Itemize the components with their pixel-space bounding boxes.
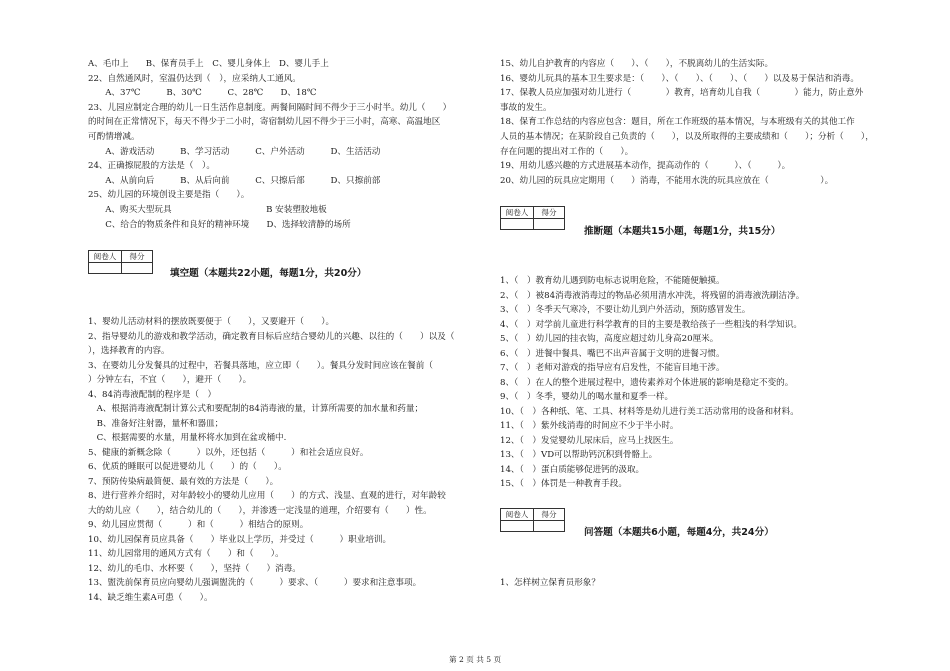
question-line: 14、缺乏维生素A可患（ ）。 [88, 592, 213, 603]
question-line: 14、（ ）蛋白质能够促进钙的汲取。 [500, 464, 645, 475]
question-line: 存在问题的提出对工作的（ ）。 [500, 146, 634, 157]
question-line: 19、用幼儿感兴趣的方式进展基本动作，提高动作的（ ）、（ ）。 [500, 161, 791, 172]
question-line: B、准备好注射器，量杯和器皿； [88, 418, 224, 429]
question-line: 3、在婴幼儿分发餐具的过程中，若餐具落地，应立即（ ）。餐具分发时间应该在餐前（ [88, 360, 442, 371]
question-line: 25、幼儿园的环境创设主要是指（ ）。 [88, 190, 250, 201]
question-line: 事故的发生。 [500, 102, 552, 113]
question-line: 23、儿园应制定合理的幼儿一日生活作息制度。两餐间隔时间不得少于三小时半。幼儿（ ） [88, 102, 452, 113]
question-line: A、游戏活动 B、学习活动 C、户外活动 D、生活活动 [88, 146, 381, 157]
question-line: C、根据需要的水量，用量杯将水加到在盆或桶中. [88, 433, 287, 443]
question-line: 2、指导婴幼儿的游戏和教学活动，确定教育目标后应结合婴幼儿的兴趣、以往的（ ）以及（ [88, 331, 455, 342]
question-line: 17、保教人员应加强对幼儿进行（ ）教育，培育幼儿自我（ ）能力，防止意外 [500, 88, 864, 99]
question-line: 6、优质的睡眠可以促进婴幼儿（ ）的（ ）。 [88, 462, 287, 472]
section-title-essay: 问答题（本题共6小题，每题4分，共24分） [584, 527, 774, 538]
question-line: 10、（ ）各种纸、笔、工具、材料等是幼儿进行美工活动常用的设备和材料。 [500, 406, 799, 417]
question-line: 15、（ ）体罚是一种教育手段。 [500, 479, 627, 489]
score-cell [534, 521, 565, 532]
question-line: A、根据消毒液配制计算公式和要配制的84消毒液的量，计算所需要的加水量和药量； [88, 404, 424, 414]
score-label: 得分 [534, 509, 565, 521]
question-line: 11、幼儿园常用的通风方式有（ ）和（ ）。 [88, 549, 284, 559]
question-line: 5、健康的新概念除（ ）以外，还包括（ ）和社会适应良好。 [88, 447, 369, 458]
question-line: 大的幼儿应（ ），结合幼儿的（ ），并渗透一定浅显的道理，介绍要有（ ）性。 [88, 505, 432, 516]
section-title-fill-blank: 填空题（本题共22小题，每题1分，共20分） [170, 268, 367, 279]
question-line: 18、保育工作总结的内容应包含：题目，所在工作班级的基本情况，与本班级有关的其他工作 [500, 117, 855, 128]
question-line: 5、（ ）幼儿园的挂衣钩，高度应超过幼儿身高20厘米。 [500, 334, 719, 344]
question-line: 7、预防传染病最简便、最有效的方法是（ ）。 [88, 476, 279, 487]
question-line: 7、（ ）老师对游戏的指导应有启发性，不能盲目地干涉。 [500, 363, 725, 373]
question-line: 10、幼儿园保育员应具备（ ）毕业以上学历，并受过（ ）职业培训。 [88, 534, 392, 545]
question-line: 的时间在正常情况下，每天不得少于二小时，寄宿制幼儿园不得少于三小时，高寒、高温地区 [88, 117, 441, 128]
question-line: 2、（ ）被84消毒液消毒过的物品必须用清水冲洗，将残留的消毒液洗刷洁净。 [500, 290, 805, 301]
score-label: 得分 [534, 207, 565, 219]
question-line: 24、正确擦屁股的方法是（ ）。 [88, 161, 215, 172]
question-line: ）分钟左右，不宜（ ），避开（ ）。 [88, 375, 252, 385]
question-line: 8、进行营养介绍时，对年龄较小的婴幼儿应用（ ）的方式、浅显、直观的进行，对年龄较 [88, 491, 446, 501]
score-cell [534, 219, 565, 230]
question-line: 12、幼儿的毛巾、水杯要（ ），坚持（ ）消毒。 [88, 563, 301, 574]
reviewer-label: 阅卷人 [501, 207, 534, 219]
reviewer-label: 阅卷人 [89, 251, 122, 263]
reviewer-label: 阅卷人 [501, 509, 534, 521]
question-line: 4、（ ）对学前儿童进行科学教育的目的主要是教给孩子一些粗浅的科学知识。 [500, 319, 802, 330]
question-line: 9、幼儿园应贯彻（ ）和（ ）相结合的原则。 [88, 520, 309, 530]
question-line: 1、（ ）教育幼儿遇到防电标志说明危险，不能随便触摸。 [500, 276, 725, 286]
reviewer-cell [89, 263, 122, 274]
question-line: 13、盥洗前保育员应向婴幼儿强调盥洗的（ ）要求、（ ）要求和注意事项。 [88, 578, 422, 588]
question-line: 16、婴幼儿玩具的基本卫生要求是：（ ）、（ ）、（ ）、（ ）以及易于保洁和消毒。 [500, 73, 859, 84]
score-cell [122, 263, 153, 274]
question-line: 11、（ ）紫外线消毒的时间应不少于半小时。 [500, 421, 679, 431]
score-label: 得分 [122, 251, 153, 263]
score-box [500, 508, 565, 532]
score-box [500, 206, 565, 230]
reviewer-cell [501, 521, 534, 532]
question-line: 人员的基本情况；在某阶段自己负责的（ ），以及所取得的主要成绩和（ ）；分析（ ）， [500, 132, 874, 142]
question-line: A、37℃ B、30℃ C、28℃ D、18℃ [88, 88, 317, 99]
question-line: 15、幼儿自护教育的内容应（ ）、（ ），不脱离幼儿的生活实际。 [500, 59, 774, 69]
question-line: 4、84消毒液配制的程序是（ ） [88, 389, 217, 400]
reviewer-cell [501, 219, 534, 230]
score-box [88, 250, 153, 274]
question-line: 可酌情增减。 [88, 132, 140, 142]
question-line: 13、（ ）VD可以帮助钙沉积到骨骼上。 [500, 450, 658, 460]
section-title-judgment: 推断题（本题共15小题，每题1分，共15分） [584, 226, 781, 237]
page-number: 第 2 页 共 5 页 [448, 655, 502, 664]
question-line: ），选择教育的内容。 [88, 346, 170, 356]
question-line: 1、婴幼儿活动材料的摆放既要便于（ ），又要避开（ ）。 [88, 317, 335, 327]
question-line: A、毛巾上 B、保育员手上 C、婴儿身体上 D、婴儿手上 [88, 59, 329, 69]
question-line: 3、（ ）冬季天气寒冷，不要让幼儿到户外活动，预防感冒发生。 [500, 305, 751, 315]
question-line: 20、幼儿园的玩具应定期用（ ）消毒，不能用水洗的玩具应放在（ ）。 [500, 175, 834, 186]
question-line: 6、（ ）进餐中餐具、嘴巴不出声音属于文明的进餐习惯。 [500, 348, 725, 359]
question-line: A、购买大型玩具 B 安装塑胶地板 [88, 205, 327, 215]
question-line: A、从前向后 B、从后向前 C、只擦后部 D、只擦前部 [88, 175, 381, 186]
essay-question: 1、怎样树立保育员形象？ [500, 578, 600, 588]
question-line: 9、（ ）冬季，婴幼儿的喝水量和夏季一样。 [500, 392, 674, 402]
question-line: 12、（ ）发觉婴幼儿尿床后，应马上找医生。 [500, 435, 679, 446]
question-line: 22、自然通风时，室温仍达到（ ），应采纳人工通风。 [88, 73, 301, 84]
question-line: 8、（ ）在人的整个进展过程中，遗传素养对个体进展的影响是稳定不变的。 [500, 377, 794, 388]
question-line: C、给合的物质条件和良好的精神环境 D、选择较清静的场所 [88, 219, 351, 230]
